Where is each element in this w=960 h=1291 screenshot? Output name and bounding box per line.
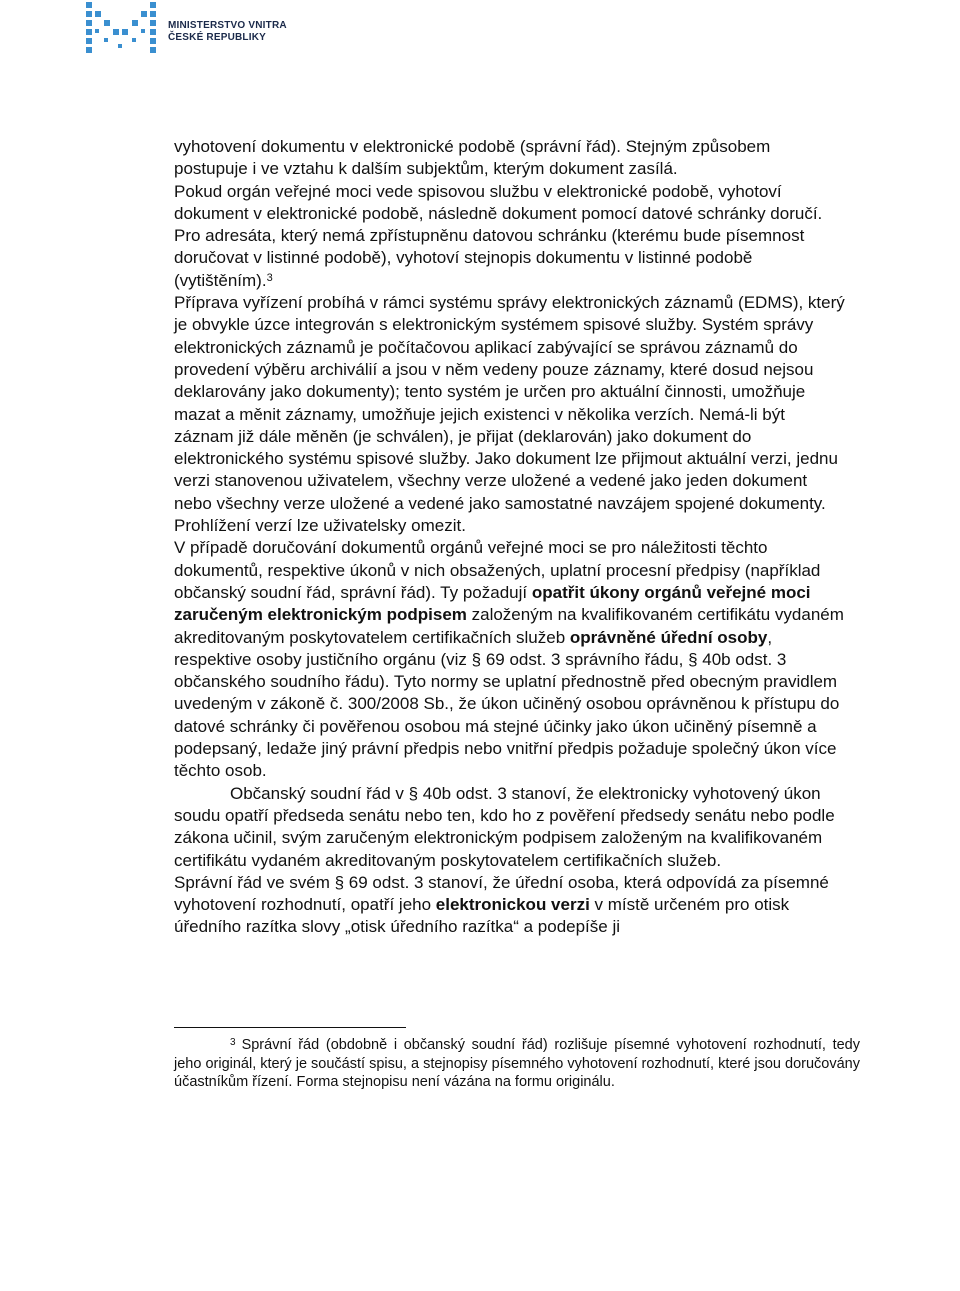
paragraph-4 <box>174 537 846 782</box>
footnote-reference[interactable]: 3 <box>266 271 273 284</box>
paragraph-2 <box>174 181 846 292</box>
paragraph-4-part-c: založeným na kvalifikovaném certifikátu vydaném akreditovaným poskytovatelem certifikačních služeb <box>174 605 844 647</box>
footnote-mark: 3 <box>230 1037 236 1048</box>
paragraph-1: vyhotovení dokumentu v elektronické podobě (správní řád). Stejným způsobem postupuje i ve vztahu k dalším subjektům, kterým dokument zasílá. <box>174 137 771 179</box>
paragraph-3: Příprava vyřízení probíhá v rámci systému správy elektronických záznamů (EDMS), který je obvykle úzce integrován s elektronickým systémem spisové služby. Systém správy elektronických záznamů je počítačovou aplikací zabývající se správou záznamů do provedení výběru archiválií a jsou v něm vedeny pouze záznamy, které dosud nejsou deklarovány jako dokumenty); tento systém je určen pro aktuální činnosti, umožňuje mazat a měnit záznamy, umožňuje jejich existenci v několika verzích. Nemá-li být záznam již dále měněn (je schválen), je přijat (deklarován) jako dokument do elektronického systému spisové služby. Jako dokument lze přijmout aktuální verzi, jednu verzi stanovenou uživatelem, všechny verze uložené a vedené jako jeden dokument nebo všechny verze uložené a vedené jako samostatné navzájem spojené dokumenty. Prohlížení verzí lze uživatelsky omezit. <box>174 293 845 536</box>
footnote-text: Správní řád (obdobně i občanský soudní řád) rozlišuje písemné vyhotovení rozhodnutí, tedy jeho originál, který je součástí spisu, a stejnopisy písemného vyhotovení rozhodnutí, které jsou doručovány účastníkům řízení. Forma stejnopisu není vázána na formu originálu. <box>174 1037 860 1090</box>
ministry-logo-icon <box>84 0 168 56</box>
paragraph-4-part-a: V případě doručování dokumentů orgánů veřejné moci se pro náležitosti těchto dokumentů, respektive úkonů v nich obsažených, uplatní procesní předpisy (například občanský soudní řád, správní řád). Ty požadují <box>174 538 821 602</box>
logo-line-2: ČESKÉ REPUBLIKY <box>168 32 267 43</box>
logo-line-1: MINISTERSTVO VNITRA <box>168 20 287 31</box>
paragraph-6-part-c: v místě určeném pro otisk úředního razítka slovy „otisk úředního razítka“ a podepíše ji <box>174 895 790 937</box>
footnote-separator <box>174 1027 406 1028</box>
paragraph-4-bold-b: oprávněné úřední osoby <box>569 627 768 647</box>
ministry-logo-text <box>168 20 288 44</box>
document-body <box>174 136 846 939</box>
paragraph-6-part-a: Správní řád ve svém § 69 odst. 3 stanoví, že úřední osoba, která odpovídá za písemné vyhotovení rozhodnutí, opatří jeho <box>174 872 829 915</box>
ministry-logo <box>84 0 287 60</box>
paragraph-6 <box>174 872 846 939</box>
paragraph-4-bold-a: opatřit úkony orgánů veřejné moci zaručeným elektronickým podpisem <box>174 582 811 625</box>
paragraph-5: Občanský soudní řád v § 40b odst. 3 stanoví, že elektronicky vyhotovený úkon soudu opatří předseda senátu nebo ten, kdo ho z pověření předsedy senátu nebo podle zákona učinil, svým zaručeným elektronickým podpisem založeným na kvalifikovaném certifikátu vydaném akreditovaným poskytovatelem certifikačních služeb. <box>174 783 835 870</box>
paragraph-2-text: Pokud orgán veřejné moci vede spisovou službu v elektronické podobě, vyhotoví dokument v elektronické podobě, následně dokument pomocí datové schránky doručí. Pro adresáta, který nemá zpřístupněnu datovou schránku (kterému bude písemnost doručovat v listinné podobě), vyhotoví stejnopis dokumentu v listinné podobě (vytištěním). <box>174 181 823 290</box>
paragraph-4-part-e: , respektive osoby justičního orgánu (viz § 69 odst. 3 správního řádu, § 40b odst. 3 občanského soudního řádu). Tyto normy se uplatní přednostně před obecným pravidlem uvedeným v zákoně č. 300/2008 Sb., že úkon učiněný osobou oprávněnou k přístupu do datové schránky či pověřenou osobou má stejné účinky jako úkon učiněný písemně a podepsaný, ledaže jiný právní předpis nebo vnitřní předpis požaduje společný úkon více těchto osob. <box>174 627 840 781</box>
footnote <box>174 1036 860 1092</box>
paragraph-6-bold: elektronickou verzi <box>435 895 590 915</box>
